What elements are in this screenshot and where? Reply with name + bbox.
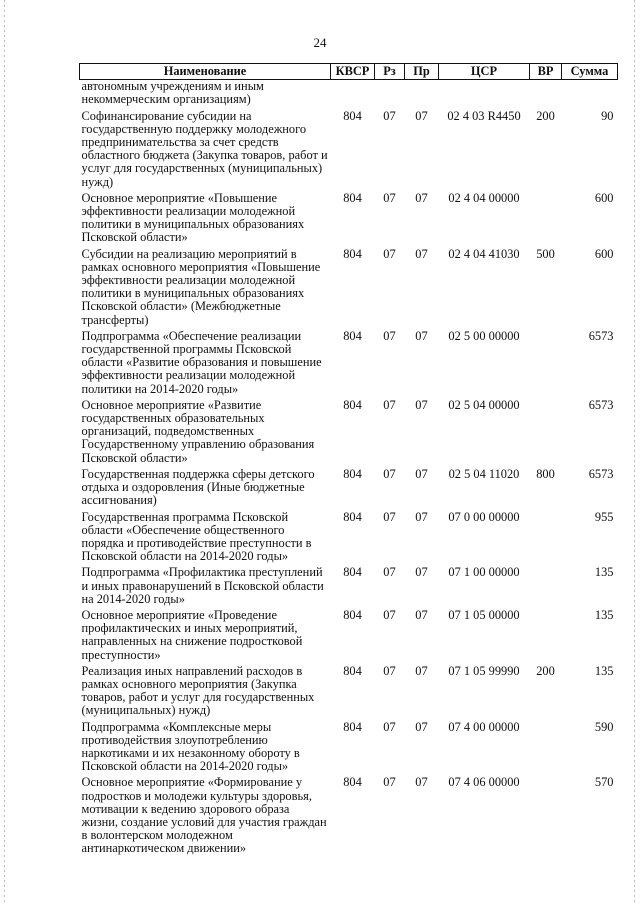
cell-pr: 07 [415, 565, 428, 580]
cell-pr: 07 [415, 607, 428, 622]
cell-rz: 07 [383, 607, 396, 622]
cell-csr: 02 5 04 00000 [448, 397, 520, 412]
table-row [80, 776, 618, 858]
cell-rz [375, 80, 405, 110]
table-header-row [80, 64, 618, 80]
cell-name: Основное мероприятие «Формирование у подростков и молодежи культуры здоровья, мотивации к ведению здорового образа жизни, создание условий для участия граждан в волонтерском молодежном антинаркотическом движении» [81, 775, 327, 856]
cell-rz: 07 [383, 565, 396, 580]
cell-vr [530, 330, 562, 399]
cell-kvsr: 804 [343, 565, 362, 580]
table-row [80, 192, 618, 248]
left-scan-edge [4, 0, 5, 905]
cell-name: Субсидии на реализацию мероприятий в рамках основного мероприятия «Повышение эффективности реализации молодежной политики в муниципальных образованиях Псковской области» (Межбюджетные трансферты) [81, 246, 321, 327]
cell-kvsr [331, 80, 375, 110]
cell-pr: 07 [415, 509, 428, 524]
cell-vr [530, 776, 562, 858]
cell-kvsr: 804 [343, 246, 362, 261]
cell-sum: 6573 [588, 328, 614, 343]
cell-csr: 07 1 05 99990 [448, 663, 520, 678]
cell-pr: 07 [415, 719, 428, 734]
cell-csr: 02 4 04 00000 [448, 190, 520, 205]
cell-name: Государственная программа Псковской области «Обеспечение общественного порядка и противодействие преступности в Псковской области на 2014-2020 годы» [81, 509, 312, 564]
cell-sum [562, 80, 618, 110]
table-row [80, 399, 618, 468]
cell-csr: 02 5 00 00000 [448, 328, 520, 343]
cell-kvsr: 804 [343, 108, 362, 123]
cell-kvsr: 804 [343, 466, 362, 481]
cell-sum: 135 [594, 565, 614, 580]
cell-sum: 590 [594, 719, 614, 734]
cell-kvsr: 804 [343, 607, 362, 622]
table-row [80, 330, 618, 399]
cell-rz: 07 [383, 328, 396, 343]
cell-name: Государственная поддержка сферы детского отдыха и оздоровления (Иные бюджетные ассигнования) [81, 466, 315, 508]
cell-pr: 07 [415, 328, 428, 343]
cell-rz: 07 [383, 466, 396, 481]
cell-rz: 07 [383, 663, 396, 678]
cell-pr: 07 [415, 190, 428, 205]
cell-sum: 135 [594, 663, 614, 678]
table-row [80, 609, 618, 665]
cell-csr: 02 4 04 41030 [448, 246, 520, 261]
cell-sum: 6573 [588, 466, 614, 481]
cell-pr: 07 [415, 466, 428, 481]
cell-sum: 6573 [588, 397, 614, 412]
cell-name: Основное мероприятие «Проведение профилактических и иных мероприятий, направленных на снижение подростковой преступности» [81, 607, 303, 662]
budget-table [79, 63, 618, 859]
cell-vr [530, 192, 562, 248]
header-vr: ВР [530, 64, 562, 80]
cell-csr: 02 4 03 R4450 [447, 108, 521, 123]
cell-rz: 07 [383, 190, 396, 205]
cell-pr: 07 [415, 108, 428, 123]
table-row [80, 110, 618, 192]
table-row [80, 248, 618, 330]
cell-vr [530, 80, 562, 110]
cell-kvsr: 804 [343, 719, 362, 734]
cell-pr: 07 [415, 663, 428, 678]
cell-sum: 600 [594, 190, 614, 205]
cell-vr [530, 721, 562, 777]
cell-vr: 200 [536, 108, 555, 123]
header-kvsr: КВСР [331, 64, 375, 80]
cell-name: Основное мероприятие «Повышение эффективности реализации молодежной политики в муниципальных образованиях Псковской области» [81, 190, 305, 245]
table-row [80, 721, 618, 777]
table-row [80, 566, 618, 609]
table-row [80, 468, 618, 511]
cell-kvsr: 804 [343, 509, 362, 524]
cell-kvsr: 804 [343, 663, 362, 678]
table-row [80, 665, 618, 721]
cell-rz: 07 [383, 108, 396, 123]
cell-vr: 500 [536, 246, 555, 261]
cell-name: Подпрограмма «Профилактика преступлений и иных правонарушений в Псковской области на 2014-2020 годы» [81, 565, 324, 606]
table-row [80, 80, 618, 110]
cell-sum: 135 [594, 607, 614, 622]
cell-kvsr: 804 [343, 190, 362, 205]
cell-rz: 07 [383, 719, 396, 734]
cell-csr [439, 80, 530, 110]
cell-vr [530, 399, 562, 468]
cell-name: Подпрограмма «Обеспечение реализации государственной программы Псковской области «Развитие образования и повышение эффективности реализации молодежной политики на 2014-2020 годы» [81, 328, 322, 396]
cell-csr: 07 1 05 00000 [448, 607, 520, 622]
cell-name: Основное мероприятие «Развитие государственных образовательных организаций, подведомственных Государственному управлению образования Псковской области» [81, 397, 315, 465]
cell-rz: 07 [383, 246, 396, 261]
header-pr: Пр [405, 64, 439, 80]
cell-pr: 07 [415, 397, 428, 412]
cell-rz: 07 [383, 775, 396, 790]
cell-vr [530, 566, 562, 609]
header-sum: Сумма [562, 64, 618, 80]
cell-csr: 07 4 06 00000 [448, 775, 520, 790]
cell-sum: 600 [594, 246, 614, 261]
table-row [80, 511, 618, 567]
cell-kvsr: 804 [343, 775, 362, 790]
cell-vr: 800 [536, 466, 555, 481]
cell-csr: 02 5 04 11020 [448, 466, 520, 481]
cell-rz: 07 [383, 509, 396, 524]
cell-name: автономным учреждениям и иным некоммерческим организациям) [81, 79, 264, 107]
cell-vr [530, 511, 562, 567]
header-rz: Рз [375, 64, 405, 80]
page-number: 24 [313, 35, 327, 50]
cell-sum: 570 [594, 775, 614, 790]
cell-kvsr: 804 [343, 397, 362, 412]
cell-pr: 07 [415, 775, 428, 790]
cell-sum: 955 [594, 509, 614, 524]
cell-kvsr: 804 [343, 328, 362, 343]
cell-name: Реализация иных направлений расходов в рамках основного мероприятия (Закупка товаров, работ и услуг для государственных (муниципальных) нужд) [81, 663, 315, 718]
cell-vr [530, 609, 562, 665]
cell-name: Софинансирование субсидии на государственную поддержку молодежного предпринимательства за счет средств областного бюджета (Закупка товаров, работ и услуг для государственных (муниципальных) нужд) [81, 108, 328, 189]
header-csr: ЦСР [439, 64, 530, 80]
right-scan-edge [634, 0, 635, 905]
cell-name: Подпрограмма «Комплексные меры противодействия злоупотреблению наркотиками и их незаконному обороту в Псковской области на 2014-2020 годы» [81, 719, 300, 774]
cell-pr: 07 [415, 246, 428, 261]
cell-csr: 07 0 00 00000 [448, 509, 520, 524]
header-name: Наименование [80, 64, 331, 80]
cell-pr [405, 80, 439, 110]
cell-sum: 90 [601, 108, 614, 123]
cell-vr: 200 [536, 663, 555, 678]
cell-rz: 07 [383, 397, 396, 412]
cell-csr: 07 1 00 00000 [448, 565, 520, 580]
cell-csr: 07 4 00 00000 [448, 719, 520, 734]
